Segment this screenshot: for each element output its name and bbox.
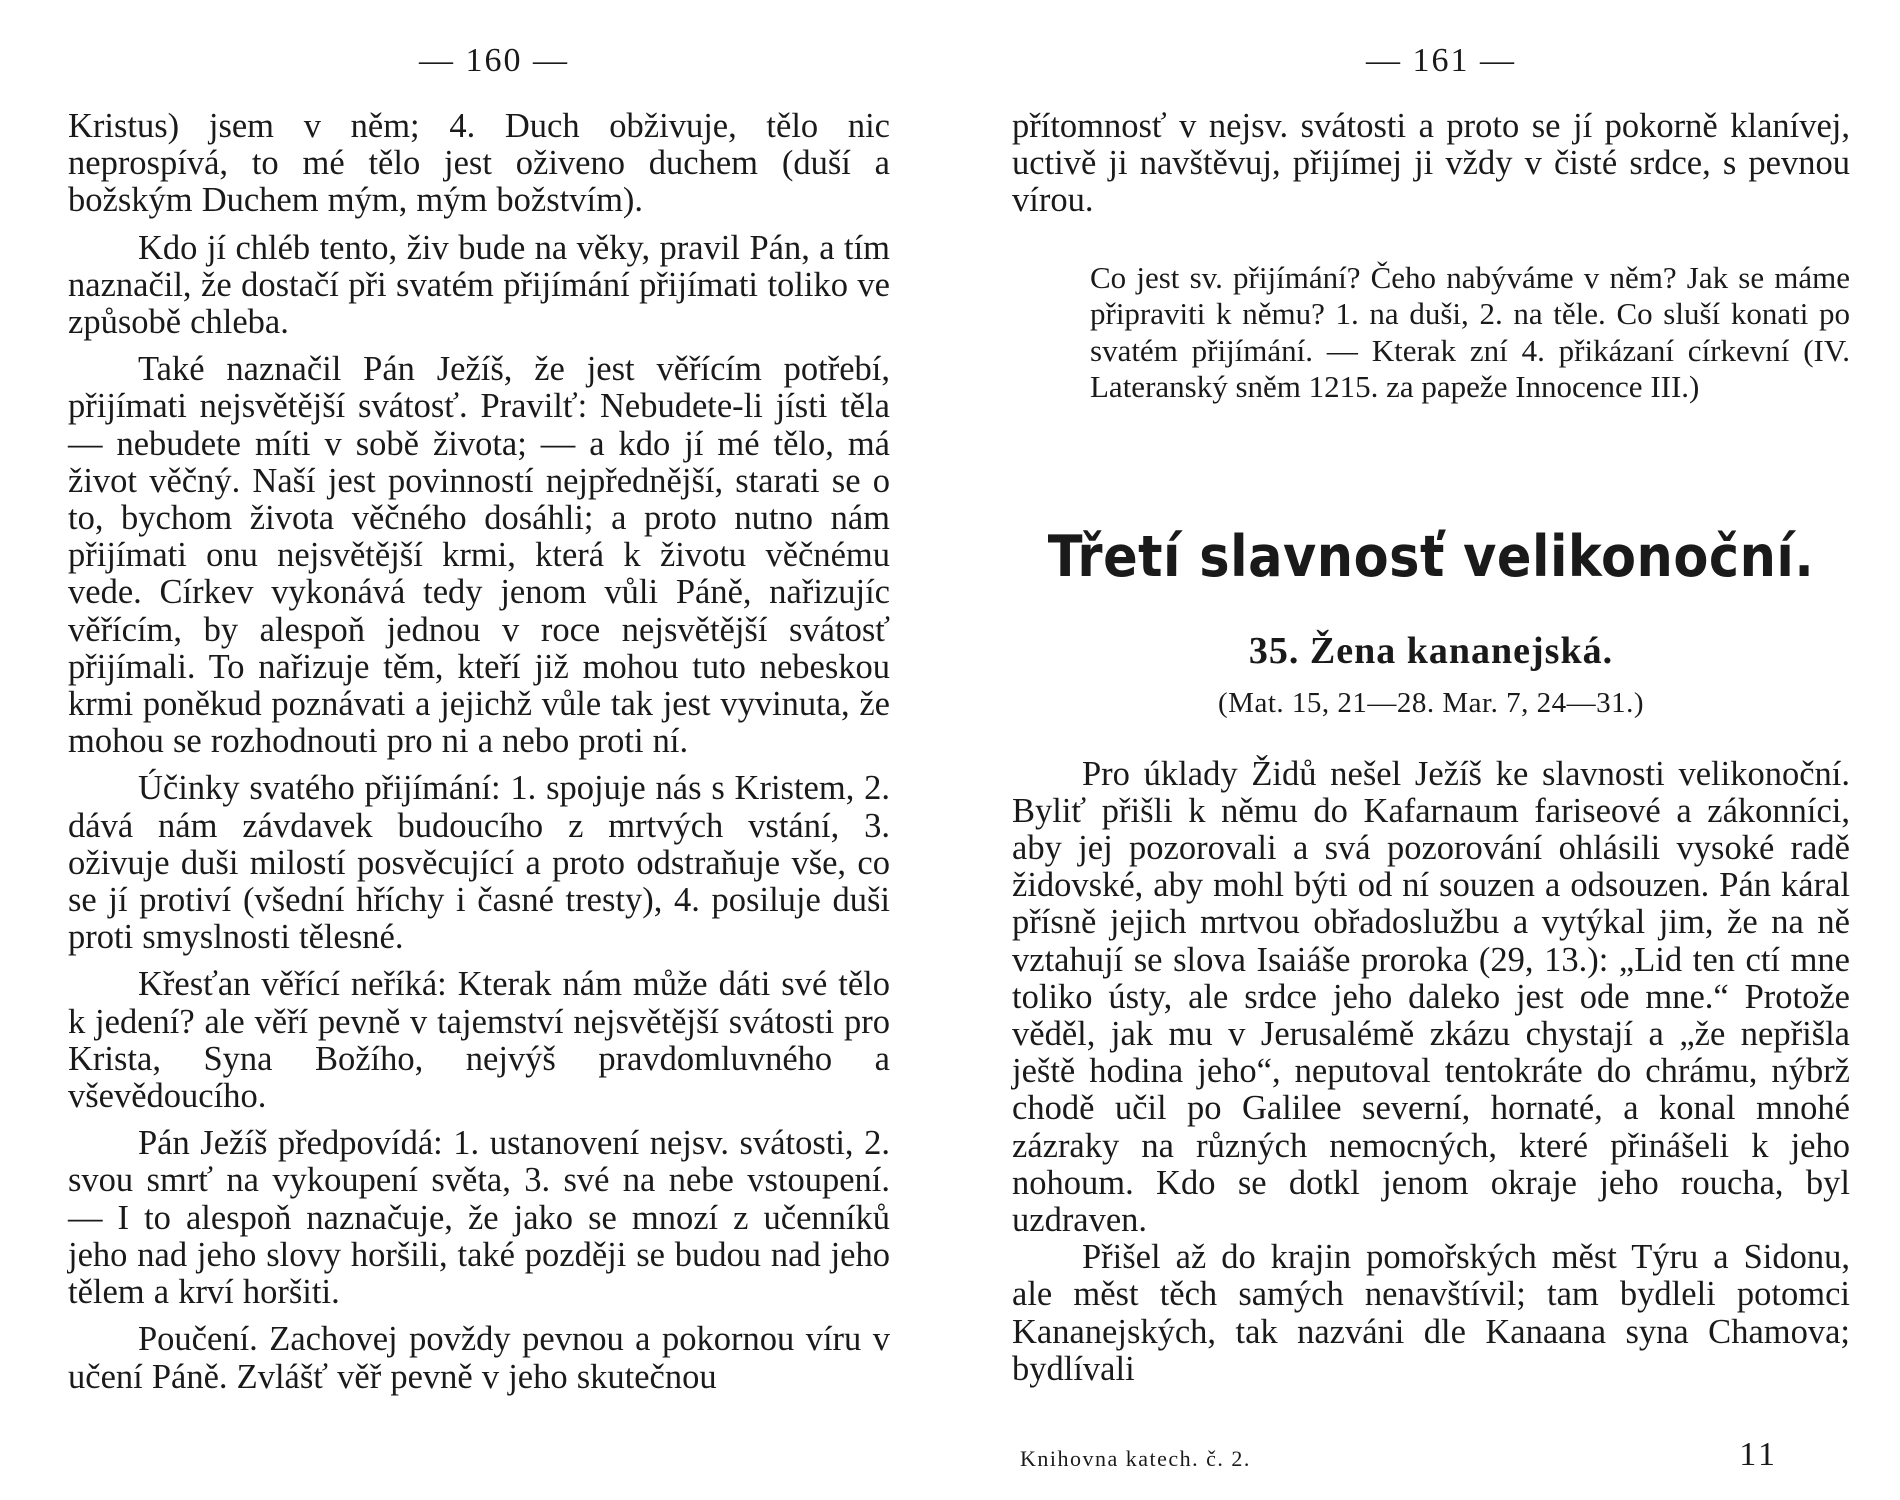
paragraph: Kdo jí chléb tento, živ bude na věky, pravil Pán, a tím naznačil, že dostačí při svatém přijímání přijímati toliko ve způsobě chleba.	[68, 228, 890, 342]
scripture-reference: (Mat. 15, 21—28. Mar. 7, 24—31.)	[1218, 686, 1644, 719]
right-page	[1012, 0, 1850, 1500]
chapter-title: 35. Žena kananejská.	[1248, 629, 1614, 672]
page-body	[1012, 108, 1850, 220]
paragraph: Účinky svatého přijímání: 1. spojuje nás s Kristem, 2. dává nám závdavek budoucího z mrtvých vstání, 3. oživuje duši milostí posvěcující a proto odstraňuje vše, co se jí protiví (všední hříchy i časné tresty), 4. posiluje duši proti smyslnosti tělesné.	[68, 769, 890, 957]
paragraph: Kristus) jsem v něm; 4. Duch obživuje, tělo nic neprospívá, to mé tělo jest oživeno duchem (duší a božským Duchem mým, mým božstvím).	[68, 107, 890, 220]
page-number: — 160 —	[419, 42, 569, 79]
paragraph: Pro úklady Židů nešel Ježíš ke slavnosti velikonoční. Byliť přišli k němu do Kafarnaum fariseové a zákonníci, aby jej pozorovali a svá pozorování ohlásili vysoké radě židovské, aby mohl býti od ní souzen a odsouzen. Pán káral přísně jejich mrtvou obřadoslužbu a vytýkal jim, že na ně vztahují se slova Isaiáše proroka (29, 13.): „Lid ten ctí mne toliko ústy, ale srdce jeho daleko jest ode mne.“ Protože věděl, jak mu v Jerusalémě zkázu chystají a „že nepřišla ještě hodina jeho“, neputoval tentokráte do chrámu, nýbrž chodě učil po Galilee severní, hornaté, a konal mnohé zázraky na různých nemocných, které přinášeli k jeho nohoum. Kdo se dotkl jenom okraje jeho roucha, byl uzdraven.	[1012, 754, 1850, 1240]
paragraph: Také naznačil Pán Ježíš, že jest věřícím potřebí, přijímati nejsvětější svátosť. Pravilť: Nebudete-li jísti těla — nebudete míti v sobě života; — a kdo jí mé tělo, má život věčný. Naší jest povinností nejpřednější, starati se o to, bychom života věčného dosáhli; a proto nutno nám přijímati onu nejsvětější krmi, která k životu věčnému vede. Církev vykonává tedy jenom vůli Páně, nařizujíc věřícím, by alespoň jednou v roce nejsvětější svátosť přijímali. To nařizuje těm, kteří již mohou tuto nebeskou krmi poněkud poznávati a jejichž vůle tak jest vyvinuta, že mohou se rozhodnouti pro ni a nebo proti ní.	[68, 350, 890, 761]
page-footer	[1012, 1436, 1850, 1476]
chapter-body	[1012, 756, 1850, 1388]
footer-signature: Knihovna katech. č. 2.	[1020, 1446, 1251, 1471]
paragraph: Poučení. Zachovej povždy pevnou a pokornou víru v učení Páně. Zvlášť věř pevně v jeho skutečnou	[68, 1320, 890, 1396]
paragraph-continuation: přítomnosť v nejsv. svátosti a proto se jí pokorně klanívej, uctivě ji navštěvuj, přijímej ji vždy v čisté srdce, s pevnou vírou.	[1012, 107, 1850, 220]
page-number: — 161 —	[1366, 42, 1516, 79]
section-title: Třetí slavnosť velikonoční.	[1047, 524, 1815, 591]
paragraph: Křesťan věřící neříká: Kterak nám může dáti své tělo k jedení? ale věří pevně v tajemství nejsvětější svátosti pro Krista, Syna Božího, nejvýš pravdomluvného a vševědoucího.	[68, 965, 890, 1116]
questions-text: Co jest sv. přijímání? Čeho nabýváme v něm? Jak se máme připraviti k němu? 1. na duši, 2. na těle. Co sluší konati po svatém přijímání. — Kterak zní 4. přikázaní církevní (IV. Lateranský sněm 1215. za papeže Innocence III.)	[1090, 259, 1850, 405]
left-page	[68, 0, 890, 1500]
page-body	[68, 108, 890, 1396]
paragraph: Pán Ježíš předpovídá: 1. ustanovení nejsv. svátosti, 2. svou smrť na vykoupení světa, 3. své na nebe vstoupení. — I to alespoň naznačuje, že jako se mnozí z učenníků jeho nad jeho slovy horšili, také později se budou nad jeho tělem a krví horšiti.	[68, 1124, 890, 1312]
review-questions	[1012, 260, 1850, 406]
signature-mark: 11	[1739, 1436, 1778, 1473]
paragraph: Přišel až do krajin pomořských měst Týru a Sidonu, ale měst těch samých nenavštívil; tam bydleli potomci Kananejských, tak nazváni dle Kanaana syna Chamova; bydlívali	[1012, 1238, 1850, 1388]
